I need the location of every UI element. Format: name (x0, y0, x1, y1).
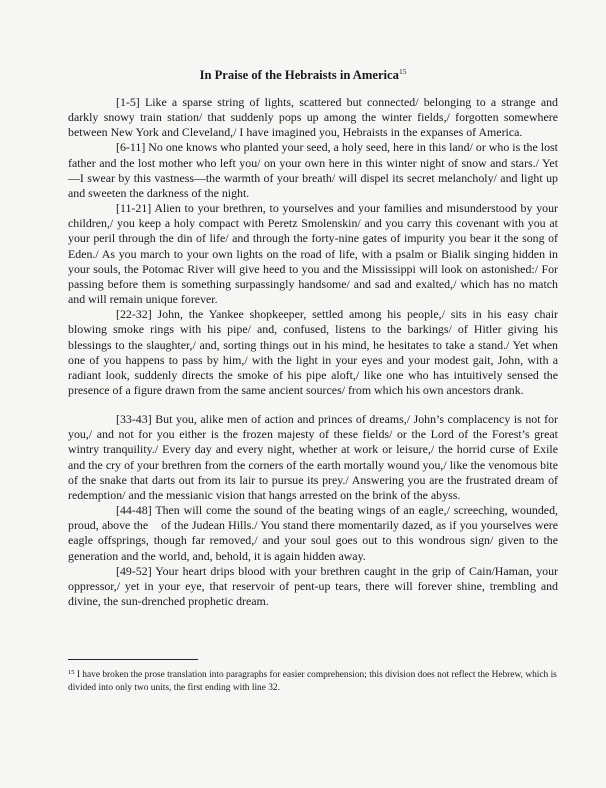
footnote-marker: 15 (68, 669, 75, 676)
section-break (68, 398, 558, 412)
paragraph-6-11: [6-11] No one knows who planted your seed, a holy seed, here in this land/ or who is the lost father and the lost mother who left you/ on your own here in this winter night of snow and stars./ Yet—I swear by this vastness—the warmth of your breath/ will dispel its secret melancholy/ and light up and sweeten the darkness of the night. (68, 140, 558, 200)
document-body (68, 95, 558, 609)
paragraph-44-48: [44-48] Then will come the sound of the beating wings of an eagle,/ screeching, wounded, proud, above the of the Judean Hills./ You stand there momentarily dazed, as if you yourselves were eagle offsprings, though far removed,/ and your soul goes out to this wondrous sign/ given to the generation and the world, and, behold, it is again hidden away. (68, 503, 558, 563)
footnote-text: I have broken the prose translation into paragraphs for easier comprehension; this division does not reflect the Hebrew, which is divided into only two units, the first ending with line 32. (68, 670, 557, 693)
paragraph-1-5: [1-5] Like a sparse string of lights, scattered but connected/ belonging to a strange and darkly snowy train station/ that suddenly pops up among the winter fields,/ forgotten somewhere between New York and Cleveland,/ I have imagined you, Hebraists in the expanses of America. (68, 95, 558, 140)
footnote (68, 667, 558, 694)
document-title (0, 64, 606, 83)
title-footnote-marker: 15 (398, 67, 407, 76)
paragraph-49-52: [49-52] Your heart drips blood with your brethren caught in the grip of Cain/Haman, your oppressor,/ yet in your eye, that reservoir of pent-up tears, there will forever shine, trembling and divine, the sun-drenched prophetic dream. (68, 563, 558, 608)
paragraph-11-21: [11-21] Alien to your brethren, to yourselves and your families and misunderstood by your children,/ you keep a holy compact with Peretz Smolenskin/ and you carry this covenant with you at your peril through the din of life/ and through the forty-nine gates of impurity you bear it the song of Eden./ As you march to your own lights on the road of life, with a psalm or Bialik singing hidden in your souls, the Potomac River will give heed to you and the Mississippi will look on astonished:/ For passing before them is something surpassingly handsome/ and sad and exalted,/ which has no match and will remain unique forever. (68, 201, 558, 307)
footnote-divider (68, 659, 198, 660)
paragraph-22-32: [22-32] John, the Yankee shopkeeper, settled among his people,/ sits in his easy chair blowing smoke rings with his pipe/ and, confused, listens to the barkings/ of Hitler giving his blessings to the slaughter,/ and, sorting things out in his mind, he hesitates to take a stand./ Yet when one of you happens to pass by him,/ with the light in your eyes and your modest gait, John, with a radiant look, suddenly directs the smoke of his pipe aloft,/ like one who has intuitively sensed the presence of a figure drawn from the same ancient sources/ from which his own ancestors drank. (68, 307, 558, 397)
paragraph-33-43: [33-43] But you, alike men of action and princes of dreams,/ John’s complacency is not for you,/ and not for you either is the frozen majesty of these fields/ or the Lord of the Forest’s great wintry tranquility./ Every day and every night, whether at work or leisure,/ the horrid curse of Exile and the cry of your brethren from the corners of the earth mortally wound you,/ like the venomous bite of the snake that darts out from its lair to pursue its prey./ Answering you are the frustrated dream of redemption/ and the messianic vision that hangs arrested on the brink of the abyss. (68, 412, 558, 502)
title-text: In Praise of the Hebraists in America (199, 68, 399, 82)
